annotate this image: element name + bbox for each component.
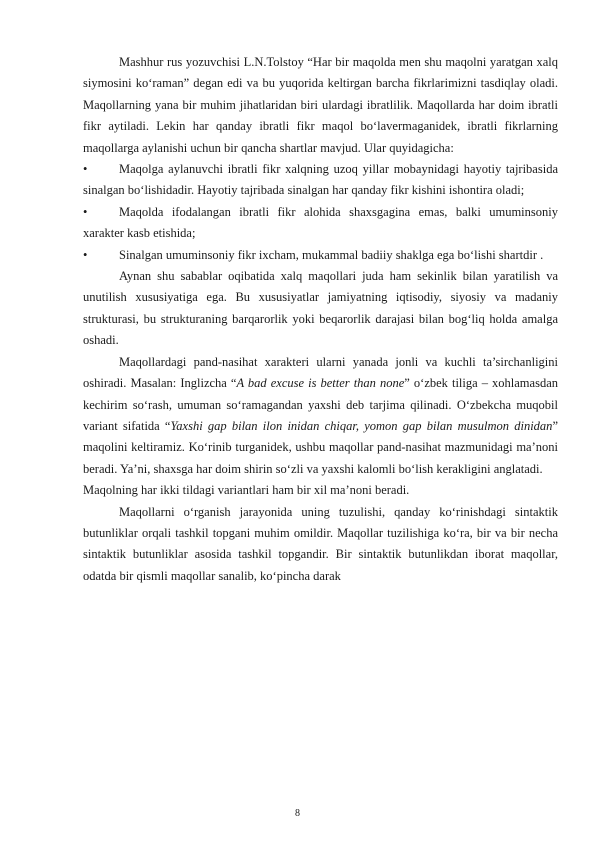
bullet-marker: • <box>83 247 88 262</box>
list-item <box>83 202 558 245</box>
paragraph-examples <box>83 352 558 480</box>
text-run: ” maqolini keltiramiz. Ko‘rinib turganidek, ushbu maqollar pand-nasihat mazmunidagi ma’noni beradi. Ya’ni, shaxsga har doim shirin so‘zli va yaxshi kalomli bo‘lish kerakligini anglatadi. <box>83 418 558 476</box>
list-item-text: Maqolda ifodalangan ibratli fikr alohida shaxsgagina emas, balki umuminsoniy xarakter kasb etishida; <box>83 204 558 241</box>
list-item-text: Sinalgan umuminsoniy fikr ixcham, mukammal badiiy shaklga ega bo‘lishi shartdir . <box>119 247 544 262</box>
english-proverb: A bad excuse is better than none <box>236 376 405 391</box>
page-number: 8 <box>295 808 300 819</box>
document-body <box>83 52 558 587</box>
paragraph-tolstoy: Mashhur rus yozuvchisi L.N.Tolstoy “Har bir maqolda men shu maqolni yaratgan xalq siymosini ko‘raman” degan edi va bu yuqorida keltirgan barcha fikrlarimizni tasdiqlay oladi. Maqollarning yana bir muhim jihatlaridan biri ulardagi ibratlilik. Maqollarda har doim ibratli fikr aytiladi. Lekin har qanday ibratli fikr maqol bo‘lavermaganidek, ibratli fikrlarning maqollarga aylanishi uchun bir qancha shartlar mavjud. Ular quyidagicha: <box>83 55 558 155</box>
paragraph-variants: Maqolning har ikki tildagi variantlari ham bir xil ma’noni beradi. <box>83 483 410 498</box>
uzbek-proverb: Yaxshi gap bilan ilon inidan chiqar, yomon gap bilan musulmon dinidan <box>170 418 553 433</box>
list-item <box>83 245 558 266</box>
bullet-marker: • <box>83 204 88 219</box>
text-run: Maqollardagi pand-nasihat xarakteri ularni yanada jonli va kuchli ta’sirchanligini oshiradi. Masalan: Inglizcha “ <box>83 354 558 391</box>
list-item-text: Maqolga aylanuvchi ibratli fikr xalqning uzoq yillar mobaynidagi hayotiy tajribasida sinalgan bo‘lishidadir. Hayotiy tajribada sinalgan har qanday fikr kishini ishontira oladi; <box>83 162 558 198</box>
paragraph-structure: Maqollarni o‘rganish jarayonida uning tuzulishi, qanday ko‘rinishdagi sintaktik butunliklar orqali tashkil topgani muhim omildir. Maqollar tuzilishiga ko‘ra, bir va bir necha sintaktik butunliklar asosida tashkil topgandir. Bir sintaktik butunlikdan iborat maqollar, odatda bir qismli maqollar sanalib, ko‘pincha darak <box>83 504 558 583</box>
text-run: ” o‘zbek tiliga – xohlamasdan kechirim so‘rash, umuman so‘ramagandan yaxshi deb tarjima qilinadi. O‘zbekcha muqobil variant sifatida “ <box>83 376 558 433</box>
list-item <box>83 159 558 202</box>
bullet-marker: • <box>83 162 88 177</box>
paragraph-reasons: Aynan shu sabablar oqibatida xalq maqollari juda ham sekinlik bilan yaratilish va unutilish xususiyatiga ega. Bu xususiyatlar jamiyatning iqtisodiy, siyosiy va madaniy strukturasi, bu strukturaning barqarorlik yoki beqarorlik darajasi bilan bog‘liq holda amalga oshadi. <box>83 269 558 348</box>
